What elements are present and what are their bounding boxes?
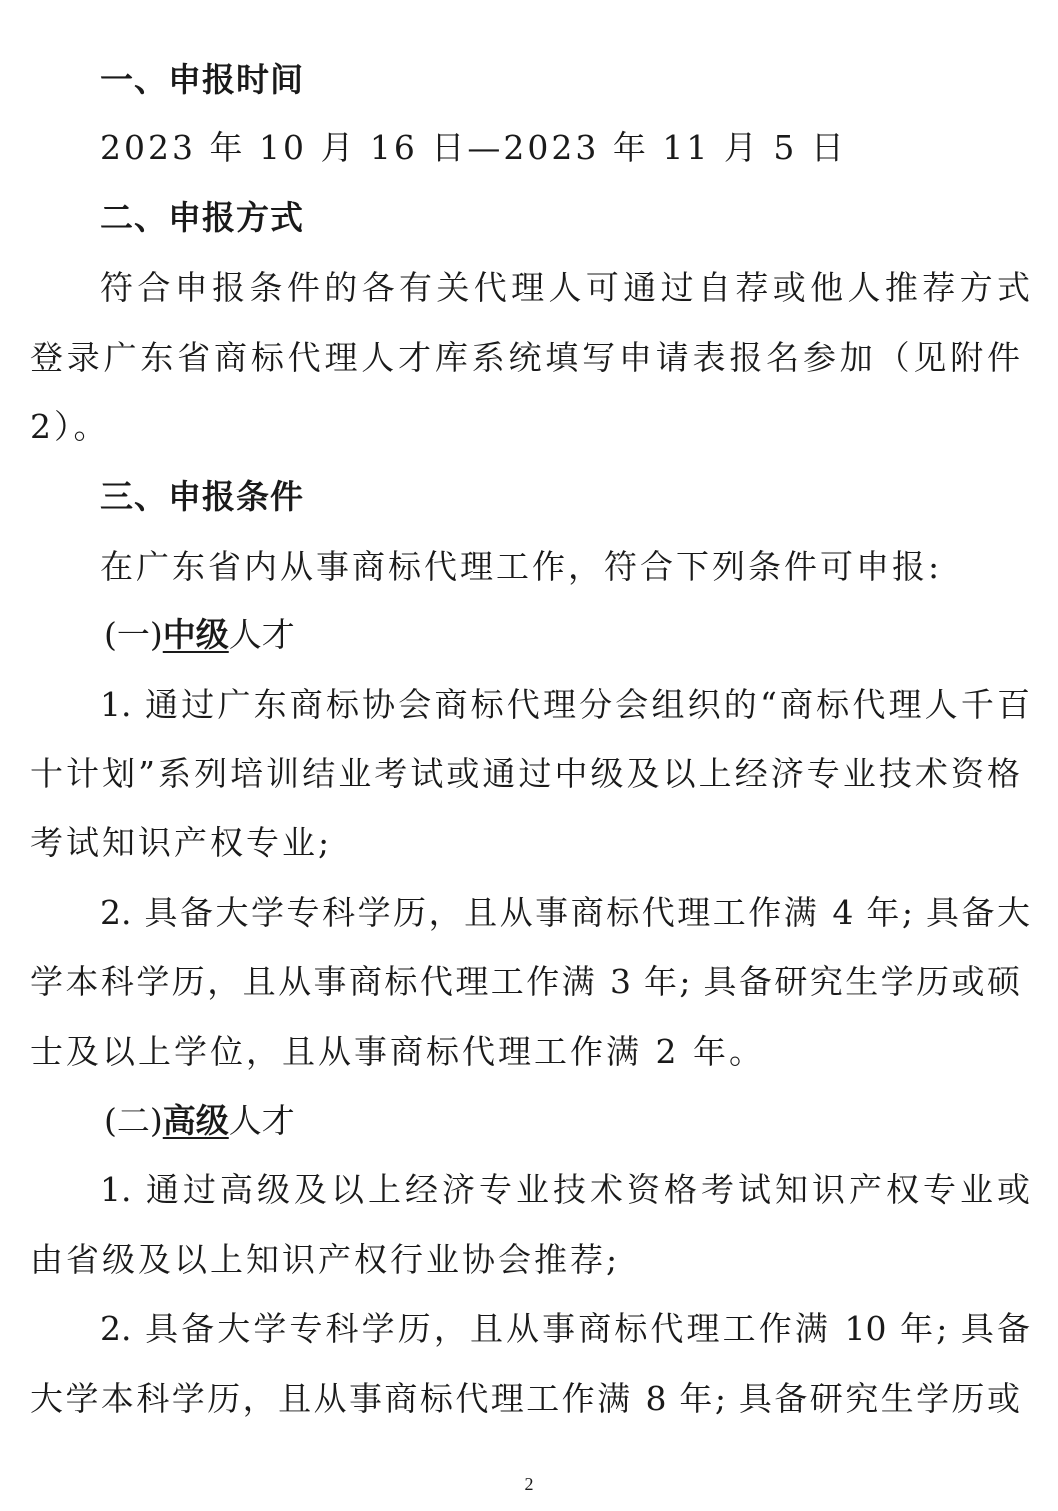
mid-level-label: 中级 — [162, 615, 229, 654]
senior-level-prefix: (二) — [104, 1101, 163, 1140]
senior-item-2-line-1: 2. 具备大学专科学历，且从事商标代理工作满 10 年; 具备 — [100, 1309, 1030, 1348]
section-3-intro: 在广东省内从事商标代理工作，符合下列条件可申报: — [100, 547, 943, 586]
senior-level-heading — [104, 1101, 1034, 1141]
mid-item-1-line-3: 考试知识产权专业; — [30, 823, 333, 862]
section-1-date-range: 2023 年 10 月 16 日—2023 年 11 月 5 日 — [100, 128, 847, 167]
mid-item-1-line-1: 1. 通过广东商标协会商标代理分会组织的“商标代理人千百 — [100, 685, 1030, 724]
mid-item-2-line-1: 2. 具备大学专科学历，且从事商标代理工作满 4 年; 具备大 — [100, 893, 1030, 932]
section-2-heading: 二、申报方式 — [100, 198, 304, 237]
mid-level-heading — [104, 615, 1034, 655]
mid-level-suffix: 人才 — [228, 615, 295, 654]
senior-level-suffix: 人才 — [228, 1101, 295, 1140]
senior-item-2-line-2: 大学本科学历，且从事商标代理工作满 8 年; 具备研究生学历或 — [30, 1379, 1020, 1418]
senior-item-1-line-2: 由省级及以上知识产权行业协会推荐; — [30, 1240, 621, 1279]
section-1-heading: 一、申报时间 — [100, 60, 304, 99]
section-2-line-1: 符合申报条件的各有关代理人可通过自荐或他人推荐方式 — [100, 268, 1030, 307]
section-3-heading: 三、申报条件 — [100, 477, 304, 516]
mid-item-2-line-3: 士及以上学位，且从事商标代理工作满 2 年。 — [30, 1032, 765, 1071]
mid-item-1-line-2: 十计划”系列培训结业考试或通过中级及以上经济专业技术资格 — [30, 754, 1020, 793]
senior-level-label: 高级 — [162, 1101, 229, 1140]
section-2-line-2: 登录广东省商标代理人才库系统填写申请表报名参加（见附件 — [30, 338, 1020, 377]
page-number: 2 — [524, 1474, 534, 1494]
mid-level-prefix: (一) — [104, 615, 163, 654]
mid-item-2-line-2: 学本科学历，且从事商标代理工作满 3 年; 具备研究生学历或硕 — [30, 962, 1020, 1001]
section-2-line-3: 2）。 — [30, 407, 110, 446]
senior-item-1-line-1: 1. 通过高级及以上经济专业技术资格考试知识产权专业或 — [100, 1170, 1030, 1209]
